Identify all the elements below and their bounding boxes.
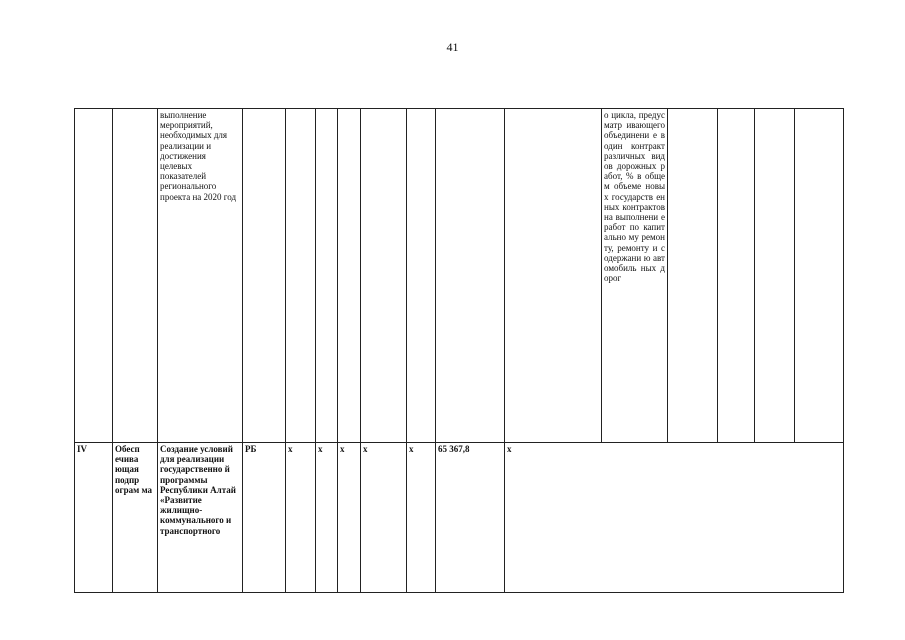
row-x6: х: [505, 443, 844, 593]
page-number: 41: [446, 40, 459, 54]
cell-x6: [505, 109, 602, 443]
row-x5: х: [407, 443, 436, 593]
cell-x3: [338, 109, 361, 443]
cell-unit: [668, 109, 718, 443]
activity-text: выполнение мероприятий, необходимых для реализации и достижения целевых показателей регионального проекта на 2020 год: [158, 109, 243, 443]
row-x1: х: [286, 443, 316, 593]
cell-x4: [361, 109, 407, 443]
row-category: Обесп ечива ющая подпр ограм ма: [113, 443, 158, 593]
program-table: [74, 108, 844, 593]
cell-x1: [286, 109, 316, 443]
row-number: IV: [75, 443, 113, 593]
table-row-iv: [75, 443, 844, 593]
cell-category: [113, 109, 158, 443]
cell-value-3: [795, 109, 844, 443]
row-x4: х: [361, 443, 407, 593]
cell-x5: [407, 109, 436, 443]
cell-value-1: [718, 109, 755, 443]
row-x2: х: [316, 443, 338, 593]
cell-number: [75, 109, 113, 443]
row-name: Создание условий для реализации государственно й программы Республики Алтай «Развитие жилищно- коммунального и транспортного: [158, 443, 243, 593]
cell-x2: [316, 109, 338, 443]
row-budget: РБ: [243, 443, 286, 593]
table-row-continuation: [75, 109, 844, 443]
row-amount: 65 367,8: [436, 443, 505, 593]
cell-amount: [436, 109, 505, 443]
indicator-text: о цикла, предусматр ивающего объединени е в один контракт различных видов дорожных работ, % в общем объеме новых государств енных контрактов на выполнени е работ по капитально му ремонту, ремонту и содержани ю автомобиль ных дорог: [602, 109, 668, 443]
cell-value-2: [755, 109, 795, 443]
row-x3: х: [338, 443, 361, 593]
cell-budget: [243, 109, 286, 443]
